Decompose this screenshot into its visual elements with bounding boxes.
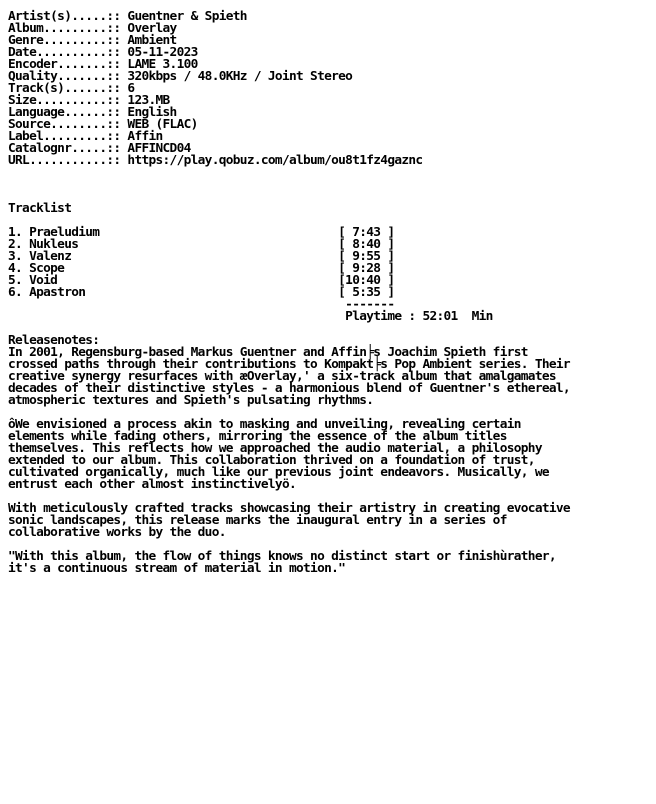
info-line-date: Date..........:: 05-11-2023 <box>8 45 198 60</box>
releasenotes-line: In 2001, Regensburg-based Markus Guentner and Affin╞s Joachim Spieth first <box>8 345 528 360</box>
info-line-url: URL...........:: https://play.qobuz.com/album/ou8t1fz4gaznc <box>8 153 423 168</box>
info-line-source: Source........:: WEB (FLAC) <box>8 117 198 132</box>
info-block <box>8 11 570 167</box>
playtime-rule: ------- <box>8 297 395 312</box>
info-line-tracks: Track(s)......:: 6 <box>8 81 135 96</box>
tracklist-heading: Tracklist <box>8 201 72 216</box>
releasenotes-heading: Releasenotes: <box>8 333 100 348</box>
releasenotes-paragraph-3 <box>8 503 570 539</box>
releasenotes-line: sonic landscapes, this release marks the inaugural entry in a series of <box>8 513 507 528</box>
releasenotes-line: decades of their distinctive styles - a harmonious blend of Guentner's ethereal, <box>8 381 570 396</box>
track-row: 1. Praeludium [ 7:43 ] <box>8 225 395 240</box>
releasenotes-paragraph-2 <box>8 419 570 491</box>
releasenotes-line: extended to our album. This collaboration thrived on a foundation of trust, <box>8 453 535 468</box>
spacer <box>8 179 570 191</box>
info-line-artist: Artist(s).....:: Guentner & Spieth <box>8 9 247 24</box>
track-row: 4. Scope [ 9:28 ] <box>8 261 395 276</box>
releasenotes-line: ôWe envisioned a process akin to masking and unveiling, revealing certain <box>8 417 521 432</box>
info-line-size: Size..........:: 123.MB <box>8 93 170 108</box>
track-row: 5. Void [10:40 ] <box>8 273 395 288</box>
nfo-text-document <box>8 11 570 575</box>
spacer <box>8 167 570 179</box>
releasenotes-line: With meticulously crafted tracks showcasing their artistry in creating evocative <box>8 501 570 516</box>
releasenotes-line: cultivated organically, much like our previous joint endeavors. Musically, we <box>8 465 549 480</box>
releasenotes-line: crossed paths through their contributions to Kompakt╞s Pop Ambient series. Their <box>8 357 570 372</box>
releasenotes-line: elements while fading others, mirroring the essence of the album titles <box>8 429 507 444</box>
info-line-encoder: Encoder.......:: LAME 3.100 <box>8 57 198 72</box>
releasenotes-line: atmospheric textures and Spieth's pulsating rhythms. <box>8 393 374 408</box>
info-line-quality: Quality.......:: 320kbps / 48.0KHz / Joint Stereo <box>8 69 353 84</box>
spacer <box>8 191 570 203</box>
track-row: 3. Valenz [ 9:55 ] <box>8 249 395 264</box>
info-line-genre: Genre.........:: Ambient <box>8 33 177 48</box>
releasenotes-line: collaborative works by the duo. <box>8 525 226 540</box>
info-line-label: Label.........:: Affin <box>8 129 163 144</box>
releasenotes-line: entrust each other almost instinctivelyö. <box>8 477 296 492</box>
releasenotes-line: "With this album, the flow of things knows no distinct start or finishùrather, <box>8 549 556 564</box>
track-row: 6. Apastron [ 5:35 ] <box>8 285 395 300</box>
info-line-catalognr: Catalognr.....:: AFFINCD04 <box>8 141 191 156</box>
releasenotes-line: creative synergy resurfaces with æOverlay,' a six-track album that amalgamates <box>8 369 556 384</box>
releasenotes-line: themselves. This reflects how we approached the audio material, a philosophy <box>8 441 542 456</box>
playtime-total: Playtime : 52:01 Min <box>8 309 493 324</box>
releasenotes-paragraph-4 <box>8 551 570 575</box>
track-row: 2. Nukleus [ 8:40 ] <box>8 237 395 252</box>
tracklist <box>8 227 570 299</box>
info-line-album: Album.........:: Overlay <box>8 21 177 36</box>
releasenotes-line: it's a continuous stream of material in motion." <box>8 561 346 576</box>
info-line-language: Language......:: English <box>8 105 177 120</box>
releasenotes-paragraph-1 <box>8 347 570 407</box>
